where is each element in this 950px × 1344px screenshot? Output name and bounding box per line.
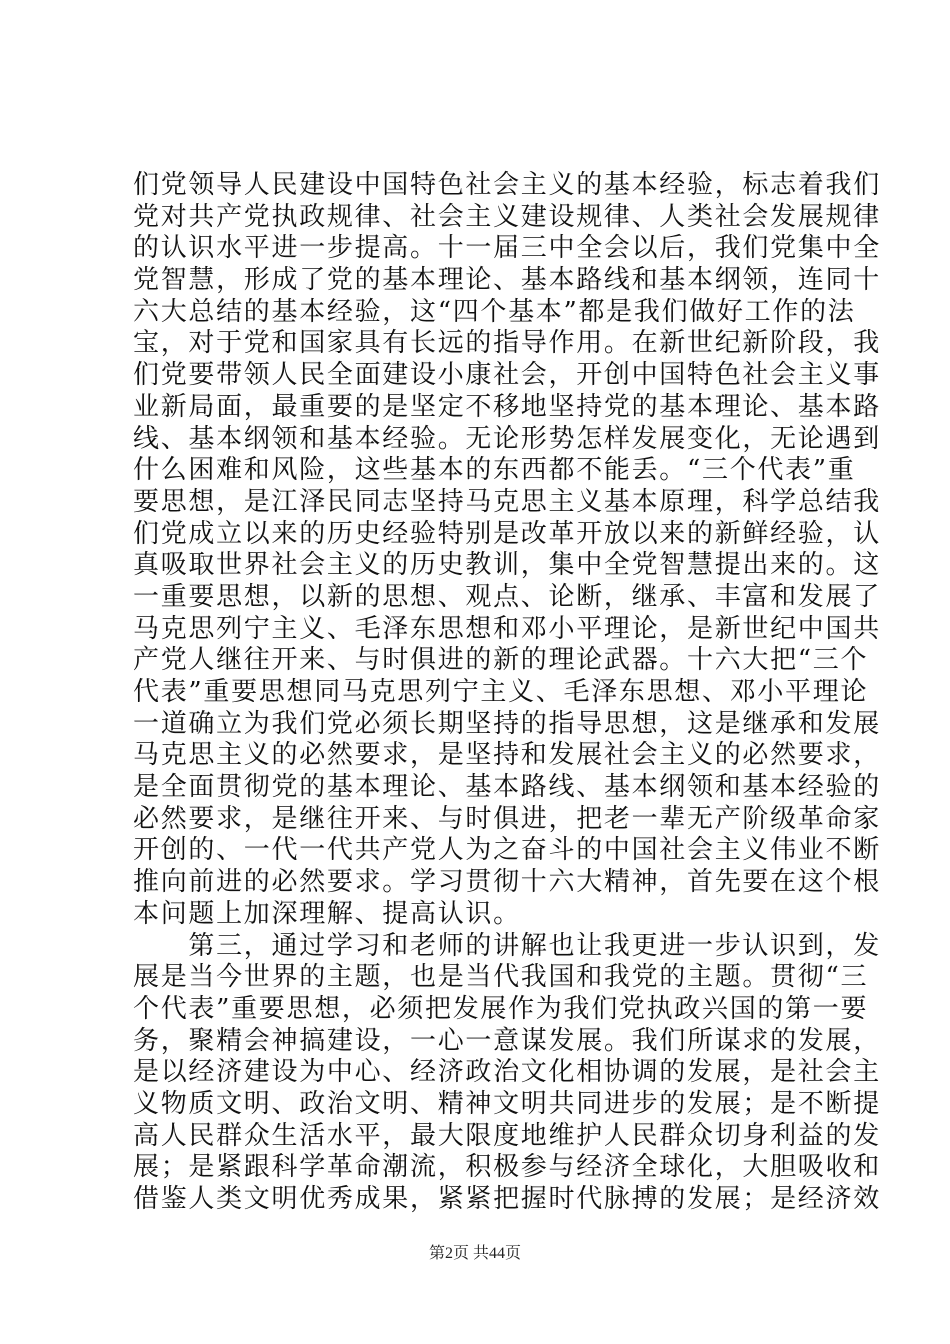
body-text [133,170,881,1216]
text-line: 一道确立为我们党必须长期坚持的指导思想，这是继承和发展 [133,708,881,739]
text-line: 是以经济建设为中心、经济政治文化相协调的发展，是社会主 [133,1057,881,1088]
text-line: 义物质文明、政治文明、精神文明共同进步的发展；是不断提 [133,1088,881,1119]
text-line: 业新局面，最重要的是坚定不移地坚持党的基本理论、基本路 [133,391,881,422]
text-line: 们党领导人民建设中国特色社会主义的基本经验，标志着我们 [133,170,881,200]
text-line: 要思想，是江泽民同志坚持马克思主义基本原理，科学总结我 [133,486,881,517]
text-line: 党智慧，形成了党的基本理论、基本路线和基本纲领，连同十 [133,265,881,296]
text-line: 开创的、一代一代共产党人为之奋斗的中国社会主义伟业不断 [133,835,881,866]
text-line: 们党要带领人民全面建设小康社会，开创中国特色社会主义事 [133,360,881,391]
text-line: 宝，对于党和国家具有长远的指导作用。在新世纪新阶段，我 [133,328,881,359]
text-line: 马克思主义的必然要求，是坚持和发展社会主义的必然要求， [133,740,881,771]
text-line: 推向前进的必然要求。学习贯彻十六大精神，首先要在这个根 [133,867,881,898]
text-line: 代表”重要思想同马克思列宁主义、毛泽东思想、邓小平理论 [133,677,869,707]
text-line: 的认识水平进一步提高。十一届三中全会以后，我们党集中全 [133,233,881,264]
text-line: 是全面贯彻党的基本理论、基本路线、基本纲领和基本经验的 [133,772,881,803]
text-line: 第三，通过学习和老师的讲解也让我更进一步认识到，发 [133,930,881,961]
page-number-footer: 第2页 共44页 [428,1245,521,1262]
text-line: 真吸取世界社会主义的历史教训，集中全党智慧提出来的。这 [133,550,881,581]
text-line: 产党人继往开来、与时俱进的新的理论武器。十六大把“三个 [133,645,869,676]
text-line: 借鉴人类文明优秀成果，紧紧把握时代脉搏的发展；是经济效 [133,1184,881,1214]
text-line: 党对共产党执政规律、社会主义建设规律、人类社会发展规律 [133,201,881,232]
text-line: 必然要求，是继往开来、与时俱进，把老一辈无产阶级革命家 [133,803,881,834]
text-line: 一重要思想，以新的思想、观点、论断，继承、丰富和发展了 [133,581,881,612]
text-line: 什么困难和风险，这些基本的东西都不能丢。“三个代表”重 [133,455,856,486]
text-line: 本问题上加深理解、提高认识。 [133,898,521,929]
text-line: 个代表”重要思想，必须把发展作为我们党执政兴国的第一要 [133,993,869,1024]
text-line: 线、基本纲领和基本经验。无论形势怎样发展变化，无论遇到 [133,423,881,454]
text-line: 们党成立以来的历史经验特别是改革开放以来的新鲜经验，认 [133,518,881,549]
text-line: 展；是紧跟科学革命潮流，积极参与经济全球化，大胆吸收和 [133,1152,881,1183]
text-line: 马克思列宁主义、毛泽东思想和邓小平理论，是新世纪中国共 [133,613,881,644]
text-line: 高人民群众生活水平，最大限度地维护人民群众切身利益的发 [133,1120,881,1151]
text-line: 六大总结的基本经验，这“四个基本”都是我们做好工作的法 [133,296,856,327]
text-line: 展是当今世界的主题，也是当代我国和我党的主题。贯彻“三 [133,962,869,993]
text-line: 务，聚精会神搞建设，一心一意谋发展。我们所谋求的发展， [133,1025,881,1056]
